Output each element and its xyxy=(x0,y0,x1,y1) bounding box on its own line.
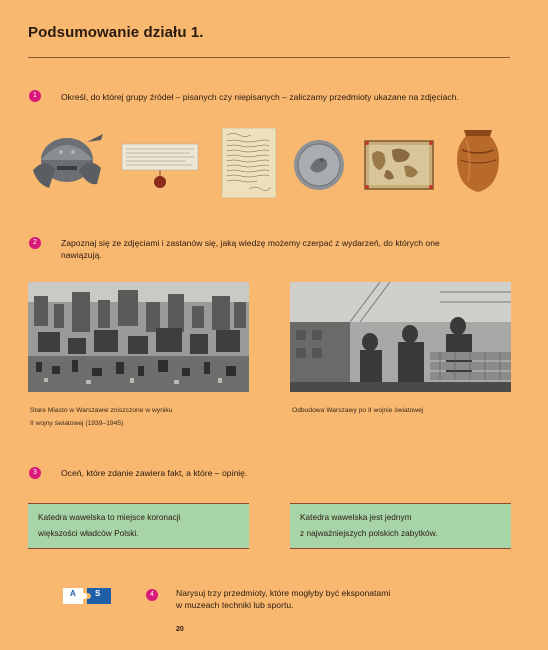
task-4-number: 4 xyxy=(146,589,158,601)
statement-left-line-2: większości władców Polski. xyxy=(38,528,139,538)
document-with-seal-image xyxy=(120,138,200,190)
page-number: 20 xyxy=(176,626,184,633)
statement-left-line-1: Katedra wawelska to miejsce koronacji xyxy=(38,512,181,522)
old-map-image xyxy=(364,140,434,190)
statement-right-line-1: Katedra wawelska jest jednym xyxy=(300,512,412,522)
task-3-number: 3 xyxy=(29,467,41,479)
task-2-text-line-1: Zapoznaj się ze zdjęciami i zastanów się, jaką wiedzę możemy czerpać z wydarzeń, do których one xyxy=(61,238,440,248)
helmet-image xyxy=(27,126,107,194)
task-1-number: 1 xyxy=(29,90,41,102)
statement-box-right xyxy=(290,503,511,549)
destroyed-old-town-photo xyxy=(28,282,249,392)
coin-image xyxy=(292,138,346,192)
clay-vessel-image xyxy=(452,126,504,196)
title-rule xyxy=(28,57,510,58)
caption-reconstruction: Odbudowa Warszawy po II wojnie światowej xyxy=(292,407,424,414)
statement-box-left xyxy=(28,503,249,549)
caption-destroyed-line-1: Stare Miasto w Warszawie zniszczone w wyniku xyxy=(30,407,173,414)
task-1-text: Określ, do której grupy źródeł – pisanych czy niepisanych – zaliczamy przedmioty ukazane na zdjęciach. xyxy=(61,92,459,102)
badge-s-label: S xyxy=(95,589,101,598)
badge-a-label: A xyxy=(70,589,76,598)
page-title: Podsumowanie działu 1. xyxy=(28,24,204,41)
task-3-text: Oceń, które zdanie zawiera fakt, a które – opinię. xyxy=(61,468,248,478)
task-2-text-line-2: nawiązują. xyxy=(61,250,102,260)
task-2-number: 2 xyxy=(29,237,41,249)
handwritten-letter-image xyxy=(221,127,277,199)
task-4-text-line-2: w muzeach techniki lub sportu. xyxy=(176,600,294,610)
puzzle-icon xyxy=(61,585,113,607)
task-4-text-line-1: Narysuj trzy przedmioty, które mogłyby być eksponatami xyxy=(176,588,391,598)
reconstruction-photo xyxy=(290,282,511,392)
statement-right-line-2: z najważniejszych polskich zabytków. xyxy=(300,528,438,538)
caption-destroyed-line-2: II wojny światowej (1939–1945) xyxy=(30,420,124,427)
